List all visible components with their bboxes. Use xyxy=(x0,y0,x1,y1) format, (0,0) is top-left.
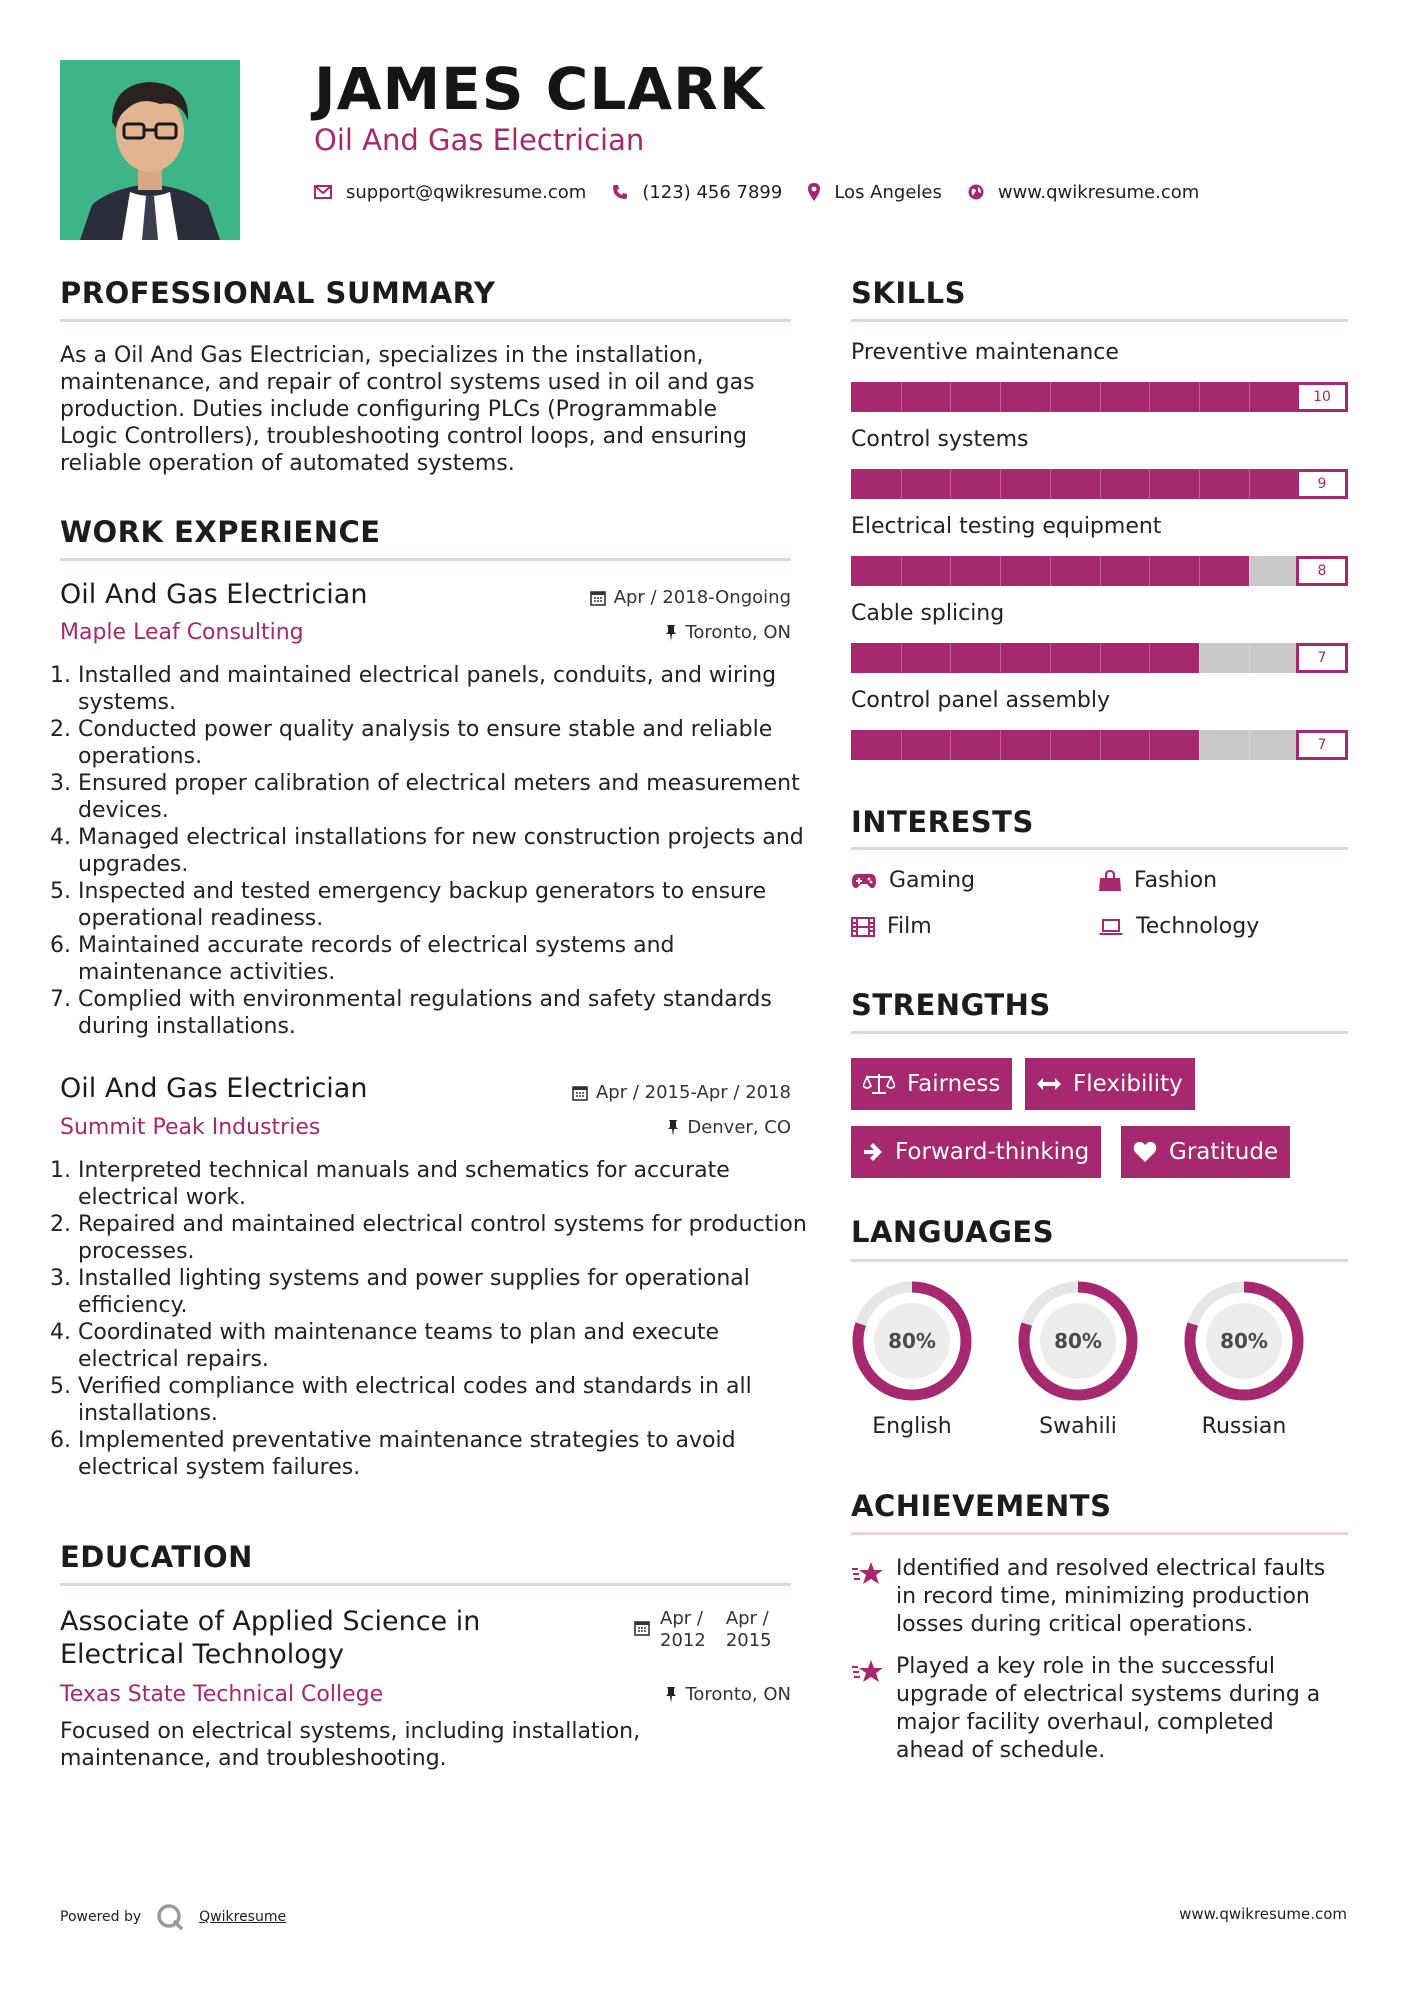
skill-bar-divider xyxy=(1000,469,1001,499)
arrow-right-icon xyxy=(863,1143,883,1161)
education-location xyxy=(665,1684,791,1705)
education-end-month: Apr / xyxy=(725,1608,769,1629)
skill-bar-divider xyxy=(1100,643,1101,673)
skill-bar xyxy=(851,730,1348,760)
contact-phone[interactable] xyxy=(612,182,782,203)
pushpin-icon xyxy=(665,624,677,642)
skill-bar-divider xyxy=(1050,643,1051,673)
skill-bar-divider xyxy=(1100,730,1101,760)
contact-phone-text: (123) 456 7899 xyxy=(642,181,783,203)
education-description: Focused on electrical systems, including installation, maintenance, and troubleshooting. xyxy=(60,1719,641,1771)
summary-heading: PROFESSIONAL SUMMARY xyxy=(60,276,496,310)
star-icon xyxy=(851,1560,885,1590)
skill-bar-divider xyxy=(1100,556,1101,586)
list-item: 3. Ensured proper calibration of electrical meters and measurement devices. xyxy=(78,770,809,824)
skill-bar-divider xyxy=(950,469,951,499)
skill-bar-divider xyxy=(1249,556,1250,586)
job-location xyxy=(667,1117,791,1138)
work-divider xyxy=(60,558,791,561)
skill-bar-divider xyxy=(1149,556,1150,586)
skill-bar-divider xyxy=(1199,556,1200,586)
skill-bar-divider xyxy=(1100,382,1101,412)
list-item: 1. Installed and maintained electrical panels, conduits, and wiring systems. xyxy=(78,662,809,716)
interest-item xyxy=(1098,914,1259,939)
skill-level-badge: 7 xyxy=(1296,730,1348,760)
footer-powered-by xyxy=(60,1902,286,1932)
skill-bar-divider xyxy=(901,730,902,760)
interest-item xyxy=(851,914,932,939)
film-icon xyxy=(851,917,875,937)
language-name: Russian xyxy=(1201,1414,1287,1439)
brand-link[interactable]: Qwikresume xyxy=(199,1909,287,1925)
skill-bar-divider xyxy=(1149,382,1150,412)
interest-label: Gaming xyxy=(889,868,975,893)
arrows-horizontal-icon xyxy=(1037,1077,1061,1091)
language-ring xyxy=(851,1280,973,1402)
skill-bar-fill xyxy=(851,469,1298,499)
skill-bar-divider xyxy=(1149,469,1150,499)
skill-level-badge: 7 xyxy=(1296,643,1348,673)
job-date-text: Apr / 2015-Apr / 2018 xyxy=(595,1082,791,1103)
contact-website-text: www.qwikresume.com xyxy=(997,181,1200,203)
skill-bar-divider xyxy=(1050,382,1051,412)
contact-location xyxy=(808,182,942,203)
education-divider xyxy=(60,1583,791,1586)
skill-bar-divider xyxy=(901,556,902,586)
skill-bar-divider xyxy=(1050,469,1051,499)
qwikresume-logo-icon xyxy=(155,1902,185,1932)
language-percent: 80% xyxy=(1054,1329,1102,1353)
balance-scale-icon xyxy=(863,1073,895,1095)
globe-icon xyxy=(968,184,984,200)
skill-bar-divider xyxy=(1000,643,1001,673)
skill-level-badge: 9 xyxy=(1296,469,1348,499)
skill-bar-divider xyxy=(1149,643,1150,673)
language-percent: 80% xyxy=(888,1329,936,1353)
skill-bar-divider xyxy=(1199,643,1200,673)
skill-level-badge: 8 xyxy=(1296,556,1348,586)
profile-photo xyxy=(60,60,240,240)
skill-bar-fill xyxy=(851,730,1199,760)
contact-bar xyxy=(314,178,1225,206)
skill-name: Electrical testing equipment xyxy=(851,514,1162,539)
calendar-icon xyxy=(590,590,606,606)
skill-bar-divider xyxy=(1000,556,1001,586)
language-name: English xyxy=(872,1414,952,1439)
skill-bar xyxy=(851,643,1348,673)
strength-chip xyxy=(1121,1126,1290,1178)
skill-bar-divider xyxy=(1050,556,1051,586)
skill-bar-divider xyxy=(1249,730,1250,760)
strength-chip xyxy=(851,1058,1012,1110)
list-item: 4. Managed electrical installations for new construction projects and upgrades. xyxy=(78,824,809,878)
language-name: Swahili xyxy=(1039,1414,1117,1439)
interest-item xyxy=(1098,868,1217,893)
strength-chip xyxy=(1025,1058,1195,1110)
achievements-divider xyxy=(851,1532,1348,1535)
skill-bar-divider xyxy=(901,382,902,412)
strength-label: Forward-thinking xyxy=(895,1139,1090,1165)
strength-chip xyxy=(851,1126,1101,1178)
skills-divider xyxy=(851,319,1348,322)
achievements-heading: ACHIEVEMENTS xyxy=(851,1489,1112,1523)
envelope-icon xyxy=(314,185,332,199)
education-end xyxy=(726,1608,772,1652)
list-item: 1. Interpreted technical manuals and schematics for accurate electrical work. xyxy=(78,1157,809,1211)
interest-item xyxy=(851,868,975,893)
job-location xyxy=(665,622,791,643)
contact-email[interactable] xyxy=(314,182,586,203)
list-item: 6. Implemented preventative maintenance strategies to avoid electrical system failures. xyxy=(78,1427,809,1481)
skill-bar-divider xyxy=(1000,382,1001,412)
skill-bar xyxy=(851,556,1348,586)
skill-bar-divider xyxy=(1249,382,1250,412)
skill-bar xyxy=(851,469,1348,499)
laptop-icon xyxy=(1098,918,1124,936)
job-title: Oil And Gas Electrician xyxy=(60,1073,368,1104)
skill-bar xyxy=(851,382,1348,412)
job-location-text: Denver, CO xyxy=(687,1117,791,1138)
gamepad-icon xyxy=(851,872,877,890)
education-location-text: Toronto, ON xyxy=(685,1684,791,1705)
map-marker-icon xyxy=(808,183,820,201)
candidate-title: Oil And Gas Electrician xyxy=(314,123,645,157)
education-start-year: 2012 xyxy=(660,1630,706,1651)
skill-level-badge: 10 xyxy=(1296,382,1348,412)
interests-divider xyxy=(851,847,1348,850)
contact-location-text: Los Angeles xyxy=(834,181,942,203)
interest-label: Fashion xyxy=(1134,868,1218,893)
heart-icon xyxy=(1133,1141,1157,1163)
summary-text: As a Oil And Gas Electrician, specializes in the installation, maintenance, and repair of control systems used in oil and gas production. Duties include configuring PLCs (Programmable Logic Controllers), troubleshooting control loops, and ensuring reliable operation of automated systems. xyxy=(60,343,755,476)
list-item: 3. Installed lighting systems and power supplies for operational efficiency. xyxy=(78,1265,809,1319)
powered-by-text: Powered by xyxy=(60,1909,142,1925)
job-responsibilities xyxy=(60,662,809,1040)
education-start-month: Apr / xyxy=(660,1608,703,1629)
skill-bar-divider xyxy=(1199,382,1200,412)
pushpin-icon xyxy=(665,1686,677,1704)
candidate-name: JAMES CLARK xyxy=(314,55,765,123)
skill-bar-divider xyxy=(950,643,951,673)
strengths-heading: STRENGTHS xyxy=(851,988,1051,1022)
skill-bar-fill xyxy=(851,643,1199,673)
education-date xyxy=(634,1608,772,1652)
star-icon xyxy=(851,1658,885,1688)
phone-icon xyxy=(612,184,628,200)
skill-bar-divider xyxy=(1050,730,1051,760)
skill-bar-divider xyxy=(1249,643,1250,673)
strengths-divider xyxy=(851,1031,1348,1034)
list-item: 5. Verified compliance with electrical codes and standards in all installations. xyxy=(78,1373,809,1427)
degree-line: Associate of Applied Science in xyxy=(60,1606,481,1637)
skill-bar-divider xyxy=(1000,730,1001,760)
school-name: Texas State Technical College xyxy=(60,1682,384,1707)
degree-line: Electrical Technology xyxy=(60,1639,344,1670)
handbag-icon xyxy=(1098,870,1122,892)
job-location-text: Toronto, ON xyxy=(685,622,791,643)
languages-heading: LANGUAGES xyxy=(851,1215,1055,1249)
pushpin-icon xyxy=(667,1119,679,1137)
strength-label: Fairness xyxy=(907,1071,1001,1097)
language-ring xyxy=(1017,1280,1139,1402)
summary-divider xyxy=(60,319,791,322)
skill-name: Control systems xyxy=(851,427,1029,452)
list-item: 2. Repaired and maintained electrical control systems for production processes. xyxy=(78,1211,809,1265)
strength-label: Flexibility xyxy=(1073,1071,1183,1097)
skills-heading: SKILLS xyxy=(851,276,966,310)
skill-bar-divider xyxy=(901,643,902,673)
skill-bar-divider xyxy=(950,730,951,760)
interests-heading: INTERESTS xyxy=(851,805,1034,839)
footer-website[interactable]: www.qwikresume.com xyxy=(1179,1905,1347,1923)
education-start xyxy=(660,1608,706,1652)
education-heading: EDUCATION xyxy=(60,1540,253,1574)
calendar-icon xyxy=(572,1085,588,1101)
job-date-text: Apr / 2018-Ongoing xyxy=(613,587,791,608)
list-item: 4. Coordinated with maintenance teams to plan and execute electrical repairs. xyxy=(78,1319,809,1373)
skill-bar-divider xyxy=(1249,469,1250,499)
language-ring xyxy=(1183,1280,1305,1402)
calendar-icon xyxy=(634,1620,650,1636)
skill-bar-divider xyxy=(1100,469,1101,499)
contact-website[interactable] xyxy=(968,182,1199,203)
contact-email-text: support@qwikresume.com xyxy=(346,181,587,203)
skill-name: Preventive maintenance xyxy=(851,340,1119,365)
list-item: 7. Complied with environmental regulations and safety standards during installations. xyxy=(78,986,809,1040)
skill-bar-divider xyxy=(950,382,951,412)
skill-bar-divider xyxy=(1199,730,1200,760)
job-company: Summit Peak Industries xyxy=(60,1115,321,1140)
job-date xyxy=(590,587,791,608)
job-responsibilities xyxy=(60,1157,809,1481)
language-percent: 80% xyxy=(1220,1329,1268,1353)
work-heading: WORK EXPERIENCE xyxy=(60,515,381,549)
achievement-item: Played a key role in the successful upgrade of electrical systems during a major facility overhaul, completed ahead of schedule. xyxy=(896,1654,1321,1763)
skill-bar-divider xyxy=(950,556,951,586)
skill-name: Control panel assembly xyxy=(851,688,1111,713)
degree-title xyxy=(60,1605,480,1671)
list-item: 5. Inspected and tested emergency backup generators to ensure operational readiness. xyxy=(78,878,809,932)
skill-bar-divider xyxy=(1149,730,1150,760)
education-end-year: 2015 xyxy=(725,1630,772,1651)
skill-bar-divider xyxy=(1199,469,1200,499)
interest-label: Film xyxy=(887,914,932,939)
job-date xyxy=(572,1082,791,1103)
skill-bar-divider xyxy=(901,469,902,499)
job-company: Maple Leaf Consulting xyxy=(60,620,304,645)
achievement-item: Identified and resolved electrical faults in record time, minimizing production losses during critical operations. xyxy=(896,1556,1326,1637)
strength-label: Gratitude xyxy=(1169,1139,1279,1165)
job-title: Oil And Gas Electrician xyxy=(60,579,368,610)
interest-label: Technology xyxy=(1136,914,1260,939)
languages-divider xyxy=(851,1259,1348,1262)
list-item: 6. Maintained accurate records of electrical systems and maintenance activities. xyxy=(78,932,809,986)
list-item: 2. Conducted power quality analysis to ensure stable and reliable operations. xyxy=(78,716,809,770)
skill-name: Cable splicing xyxy=(851,601,1005,626)
